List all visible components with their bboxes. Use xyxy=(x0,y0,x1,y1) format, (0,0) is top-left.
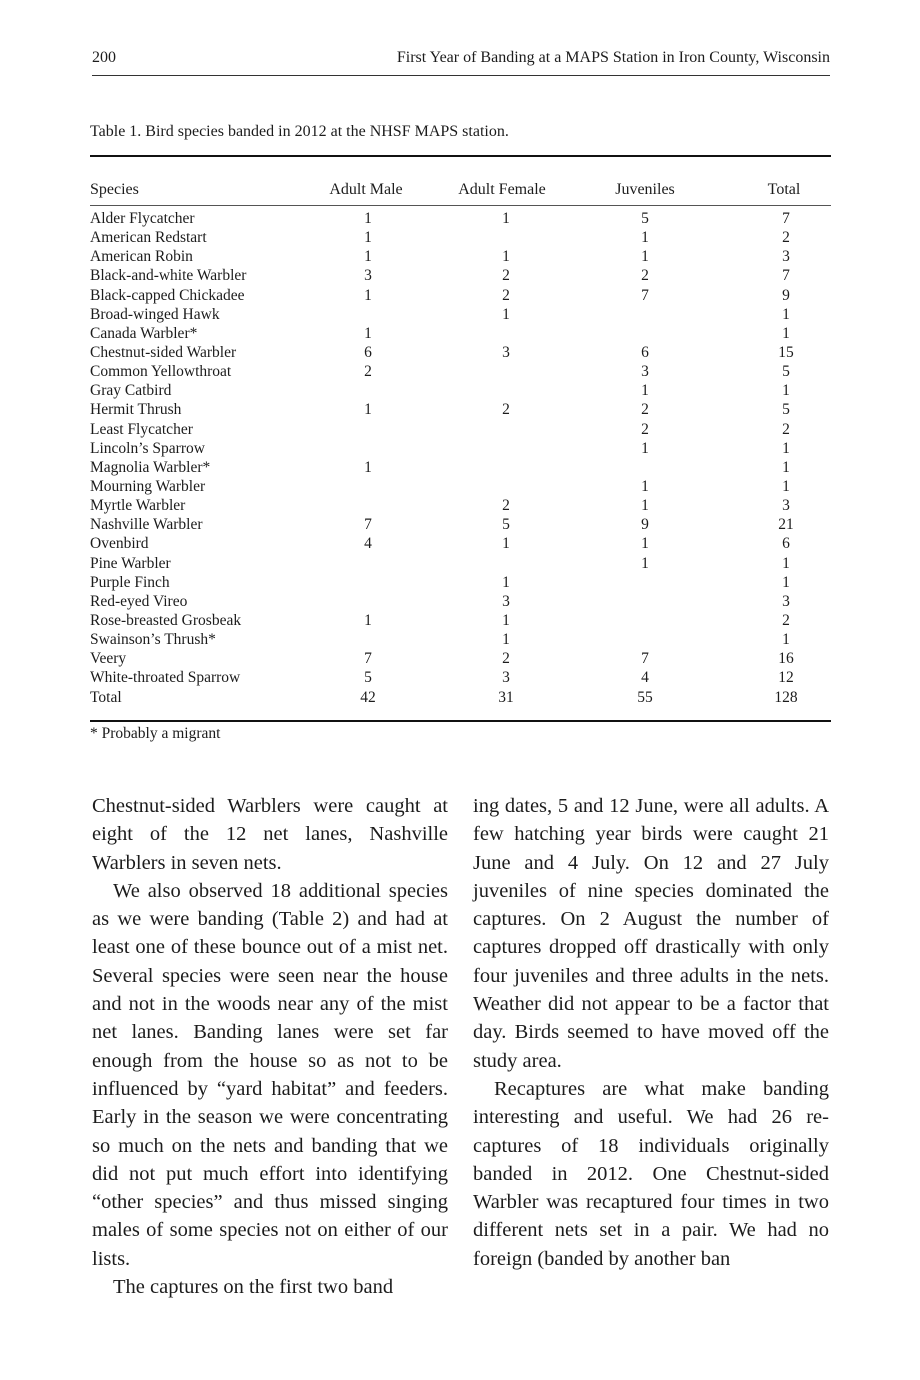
column-header-total: Total xyxy=(767,181,801,198)
cell-adult-male: 1 xyxy=(364,248,372,266)
cell-species: Chestnut-sided Warbler xyxy=(90,343,237,361)
cell-total: 21 xyxy=(778,516,794,534)
page-header xyxy=(92,47,830,76)
cell-juveniles: 1 xyxy=(641,382,649,400)
column-header-adult-female: Adult Female xyxy=(458,181,546,198)
cell-adult-male: 1 xyxy=(364,401,372,419)
cell-total: 2 xyxy=(782,229,790,247)
table-row xyxy=(0,324,920,343)
cell-adult-female: 1 xyxy=(502,631,510,649)
cell-total: 3 xyxy=(782,497,790,515)
cell-total: 1 xyxy=(782,573,790,591)
table-total-row xyxy=(0,688,920,707)
cell-species: Mourning Warbler xyxy=(90,477,206,495)
cell-adult-male: 1 xyxy=(364,324,372,342)
table-footnote: * Probably a migrant xyxy=(90,725,221,742)
column-header-species: Species xyxy=(90,181,139,198)
cell-adult-female: 5 xyxy=(502,516,510,534)
table-row xyxy=(0,477,920,496)
table-row xyxy=(0,668,920,687)
cell-adult-male: 1 xyxy=(364,286,372,304)
cell-adult-male: 1 xyxy=(364,458,372,476)
table-bottom-rule xyxy=(90,720,831,722)
cell-total: 6 xyxy=(782,535,790,553)
cell-juveniles: 1 xyxy=(641,535,649,553)
cell-species: Alder Flycatcher xyxy=(90,210,195,227)
cell-juveniles: 1 xyxy=(641,497,649,515)
body-column-right xyxy=(473,792,829,1273)
cell-adult-male: 1 xyxy=(364,611,372,629)
cell-juveniles: 2 xyxy=(641,420,649,438)
cell-juveniles: 55 xyxy=(637,688,653,706)
paragraph: Recaptures are what make banding interesting and useful. We had 26 recaptures of 18 individuals originally banded in 2012. One Chestnut-sided Warbler was recaptured four times in two different nets set in a pair. We had no foreign (banded by another ban xyxy=(473,1077,829,1270)
cell-juveniles: 1 xyxy=(641,248,649,266)
cell-juveniles: 6 xyxy=(641,343,649,361)
cell-total: 128 xyxy=(774,688,798,706)
cell-total: 5 xyxy=(782,363,790,381)
table-row xyxy=(0,439,920,458)
cell-species: Least Flycatcher xyxy=(90,420,193,438)
table-row xyxy=(0,496,920,515)
table-caption: Table 1. Bird species banded in 2012 at the NHSF MAPS station. xyxy=(90,123,509,140)
cell-total: 1 xyxy=(782,382,790,400)
table-row xyxy=(0,534,920,553)
cell-juveniles: 3 xyxy=(641,363,649,381)
table-row xyxy=(0,611,920,630)
cell-juveniles: 4 xyxy=(641,669,649,687)
cell-adult-female: 1 xyxy=(502,611,510,629)
paragraph: Chestnut-sided Warblers were caught at eight of the 12 net lanes, Nashville Warblers in seven nets. xyxy=(92,795,448,874)
table-row xyxy=(0,266,920,285)
cell-total: 7 xyxy=(782,267,790,285)
cell-species: Myrtle Warbler xyxy=(90,497,186,515)
cell-species: American Robin xyxy=(90,248,193,266)
cell-adult-male: 3 xyxy=(364,267,372,285)
table-row xyxy=(0,630,920,649)
table-row xyxy=(0,592,920,611)
cell-species: Purple Finch xyxy=(90,573,170,591)
cell-total: 15 xyxy=(778,343,794,361)
cell-species: Rose-breasted Grosbeak xyxy=(90,611,242,629)
table-row xyxy=(0,247,920,266)
cell-total: 12 xyxy=(778,669,794,687)
table-row xyxy=(0,343,920,362)
cell-total: 2 xyxy=(782,611,790,629)
cell-species: Pine Warbler xyxy=(90,554,171,572)
paragraph: ing dates, 5 and 12 June, were all adults. A few hatching year birds were caught 21 June and 4 July. On 12 and 27 July juveniles of nine species dominated the captures. On 2 August the number of captures dropped off drastically with only four juveniles and three adults in the nets. Weather did not appear to be a factor that day. Birds seemed to have moved off the study area. xyxy=(473,795,829,1072)
table-row xyxy=(0,286,920,305)
cell-adult-male: 1 xyxy=(364,210,372,227)
column-header-juveniles: Juveniles xyxy=(615,181,675,198)
table-row xyxy=(0,362,920,381)
cell-adult-male: 42 xyxy=(360,688,376,706)
cell-adult-male: 6 xyxy=(364,343,372,361)
cell-juveniles: 9 xyxy=(641,516,649,534)
cell-total: 1 xyxy=(782,631,790,649)
cell-adult-female: 2 xyxy=(502,267,510,285)
cell-adult-male: 1 xyxy=(364,229,372,247)
cell-adult-female: 3 xyxy=(502,669,510,687)
cell-total: 1 xyxy=(782,477,790,495)
table-row xyxy=(0,381,920,400)
column-header-adult-male: Adult Male xyxy=(329,181,403,198)
cell-juveniles: 1 xyxy=(641,554,649,572)
cell-species: White-throated Sparrow xyxy=(90,669,241,687)
cell-total: 3 xyxy=(782,248,790,266)
cell-adult-female: 2 xyxy=(502,401,510,419)
cell-total: 9 xyxy=(782,286,790,304)
cell-juveniles: 2 xyxy=(641,401,649,419)
cell-adult-female: 1 xyxy=(502,535,510,553)
table-row xyxy=(0,649,920,668)
running-title: First Year of Banding at a MAPS Station in Iron County, Wisconsin xyxy=(396,49,830,66)
cell-adult-male: 7 xyxy=(364,516,372,534)
cell-juveniles: 7 xyxy=(641,650,649,668)
table-body xyxy=(0,209,920,707)
cell-adult-female: 2 xyxy=(502,650,510,668)
cell-adult-female: 1 xyxy=(502,248,510,266)
table-row xyxy=(0,420,920,439)
page-number: 200 xyxy=(92,49,116,66)
cell-total: 7 xyxy=(782,210,790,227)
cell-species: Hermit Thrush xyxy=(90,401,182,419)
cell-total: 2 xyxy=(782,420,790,438)
cell-species: Veery xyxy=(90,650,127,668)
cell-adult-male: 4 xyxy=(364,535,372,553)
cell-adult-male: 5 xyxy=(364,669,372,687)
cell-juveniles: 5 xyxy=(641,210,649,227)
table-header-rule xyxy=(90,205,831,206)
cell-species: Nashville Warbler xyxy=(90,516,203,534)
table-row xyxy=(0,573,920,592)
cell-species: Magnolia Warbler* xyxy=(90,458,211,476)
paragraph: The captures on the first two band xyxy=(113,1276,394,1299)
cell-adult-female: 2 xyxy=(502,286,510,304)
table-row xyxy=(0,228,920,247)
cell-total: 5 xyxy=(782,401,790,419)
cell-total: 3 xyxy=(782,592,790,610)
paragraph: We also observed 18 additional species as we were banding (Table 2) and had at least one of these bounce out of a mist net. Several species were seen near the house and not in the woods near any of the mist net lanes. Banding lanes were set far enough from the house so as not to be influenced by “yard habitat” and feeders. Early in the season we were concentrating so much on the nets and banding that we did not put much effort into identifying “other species” and thus missed singing males of some species not on either of our lists. xyxy=(92,879,448,1270)
cell-adult-female: 3 xyxy=(502,343,510,361)
table-row xyxy=(0,458,920,477)
cell-species: Common Yellowthroat xyxy=(90,363,232,381)
cell-total: 1 xyxy=(782,305,790,323)
cell-total: 1 xyxy=(782,458,790,476)
cell-juveniles: 7 xyxy=(641,286,649,304)
cell-total: 1 xyxy=(782,554,790,572)
cell-adult-female: 1 xyxy=(502,305,510,323)
cell-juveniles: 2 xyxy=(641,267,649,285)
table-row xyxy=(0,209,920,228)
cell-species: Ovenbird xyxy=(90,535,149,553)
cell-species: Gray Catbird xyxy=(90,382,172,400)
cell-adult-female: 31 xyxy=(498,688,514,706)
cell-species: Lincoln’s Sparrow xyxy=(90,439,205,457)
cell-species: American Redstart xyxy=(90,229,207,247)
cell-adult-male: 2 xyxy=(364,363,372,381)
cell-total: 16 xyxy=(778,650,794,668)
cell-species: Total xyxy=(90,688,122,706)
body-column-left xyxy=(92,792,448,1301)
cell-juveniles: 1 xyxy=(641,477,649,495)
cell-species: Black-capped Chickadee xyxy=(90,286,245,304)
table-row xyxy=(0,515,920,534)
cell-total: 1 xyxy=(782,324,790,342)
table-row xyxy=(0,554,920,573)
cell-adult-female: 3 xyxy=(502,592,510,610)
cell-adult-female: 1 xyxy=(502,573,510,591)
cell-adult-male: 7 xyxy=(364,650,372,668)
table-top-rule xyxy=(90,155,831,157)
cell-species: Red-eyed Vireo xyxy=(90,592,188,610)
cell-total: 1 xyxy=(782,439,790,457)
cell-juveniles: 1 xyxy=(641,439,649,457)
cell-species: Broad-winged Hawk xyxy=(90,305,220,323)
cell-adult-female: 1 xyxy=(502,210,510,227)
cell-species: Swainson’s Thrush* xyxy=(90,631,216,649)
cell-species: Black-and-white Warbler xyxy=(90,267,247,285)
cell-adult-female: 2 xyxy=(502,497,510,515)
table-row xyxy=(0,305,920,324)
cell-species: Canada Warbler* xyxy=(90,324,198,342)
table-row xyxy=(0,400,920,419)
cell-juveniles: 1 xyxy=(641,229,649,247)
